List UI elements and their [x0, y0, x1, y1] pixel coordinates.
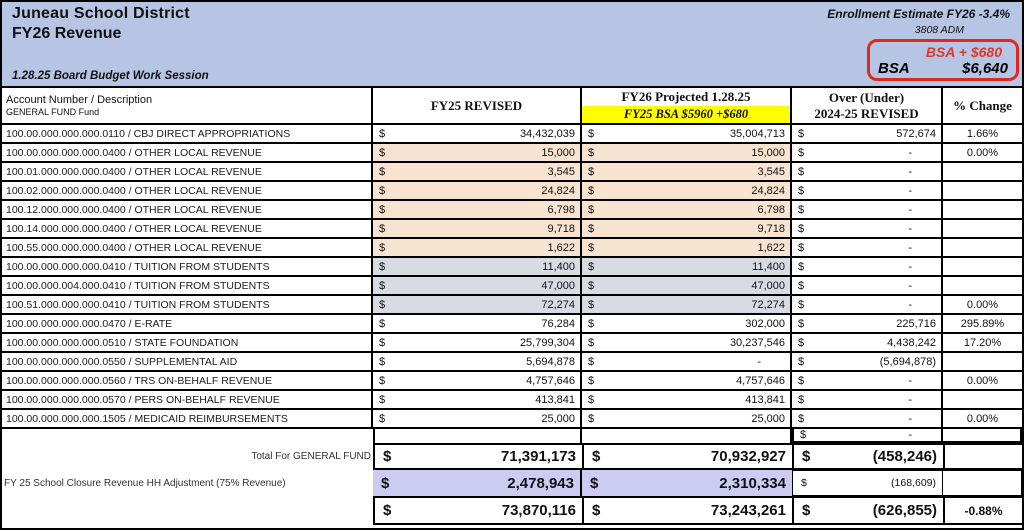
dollar-sign: $: [588, 203, 595, 216]
dollar-sign: $: [588, 165, 595, 178]
bsa-label: BSA: [878, 59, 910, 77]
fy26-cell: $ 302,000: [582, 315, 792, 332]
fy25-cell: $ 6,798: [373, 201, 582, 218]
dollar-sign: $: [798, 279, 805, 292]
fy25-cell: $ 15,000: [373, 144, 582, 161]
dollar-sign: $: [801, 477, 807, 489]
table-row: [2, 182, 1022, 201]
pct-change-cell: [943, 182, 1022, 199]
spacer-account-cell: [2, 429, 373, 443]
dollar-sign: $: [379, 393, 386, 406]
dollar-sign: $: [800, 429, 807, 441]
pct-change-cell: [943, 353, 1022, 370]
dollar-sign: $: [379, 298, 386, 311]
account-cell: 100.02.000.000.000.0400 / OTHER LOCAL REVENUE: [2, 182, 373, 199]
total-label: Total For GENERAL FUND: [251, 451, 371, 462]
pct-change-cell: [943, 258, 1022, 275]
over-under-cell: $ -: [792, 144, 943, 161]
over-under-cell: $ -: [792, 277, 943, 294]
account-cell: 100.00.000.000.000.1505 / MEDICAID REIMBURSEMENTS: [2, 410, 373, 427]
dollar-sign: $: [798, 165, 805, 178]
fy25-cell: $ 72,274: [373, 296, 582, 313]
account-header-line2: GENERAL FUND Fund: [6, 106, 100, 117]
grand-total-over-cell: $ (626,855): [792, 496, 943, 525]
table-row: [2, 163, 1022, 182]
dollar-sign: $: [379, 184, 386, 197]
table-row: [2, 410, 1022, 429]
bsa-increase: BSA + $680: [925, 43, 1002, 60]
dollar-sign: $: [379, 355, 386, 368]
fy26-header-highlight: FY25 BSA $5960 +$680: [582, 106, 790, 123]
pct-change-cell: 0.00%: [966, 412, 999, 425]
fy26-cell: $ 3,545: [582, 163, 792, 180]
bsa-amount-row: [878, 60, 1008, 77]
over-under-cell: $ -: [792, 372, 943, 389]
fy26-cell: $ 30,237,546: [582, 334, 792, 351]
table-row: [2, 239, 1022, 258]
dollar-sign: $: [588, 336, 595, 349]
pct-change-cell: [943, 239, 1022, 256]
fy25-cell: $ 76,284: [373, 315, 582, 332]
over-under-cell: $ -: [792, 258, 943, 275]
pct-change-cell: [943, 220, 1022, 237]
over-under-cell: $ -: [792, 391, 943, 408]
bsa-callout-box: [867, 39, 1019, 81]
account-cell: 100.12.000.000.000.0400 / OTHER LOCAL REVENUE: [2, 201, 373, 218]
adjustment-fy26-cell: $ 2,310,334: [582, 470, 792, 496]
fy26-cell: $ 11,400: [582, 258, 792, 275]
table-row: [2, 277, 1022, 296]
dollar-sign: $: [383, 502, 392, 519]
adm-count: 3808 ADM: [914, 24, 964, 36]
fy25-cell: $ 25,799,304: [373, 334, 582, 351]
fy26-cell: $ -: [582, 353, 792, 370]
grand-total-label: [2, 496, 373, 525]
dollar-sign: $: [592, 448, 601, 465]
dollar-sign: $: [588, 279, 595, 292]
fy26-cell: $ 1,622: [582, 239, 792, 256]
dollar-sign: $: [588, 412, 595, 425]
adjustment-label: FY 25 School Closure Revenue HH Adjustment (75% Revenue): [4, 477, 286, 489]
pct-change-cell: 17.20%: [963, 336, 1002, 349]
over-under-cell: $ -: [792, 201, 943, 218]
pct-change-cell: [943, 277, 1022, 294]
dollar-sign: $: [798, 222, 805, 235]
account-header-line1: Account Number / Description: [6, 94, 153, 106]
dollar-sign: $: [798, 336, 805, 349]
fy25-cell: $ 47,000: [373, 277, 582, 294]
fy26-cell: $ 413,841: [582, 391, 792, 408]
account-cell: 100.51.000.000.000.0410 / TUITION FROM STUDENTS: [2, 296, 373, 313]
fy26-cell: $ 35,004,713: [582, 125, 792, 142]
dollar-sign: $: [798, 374, 805, 387]
table-row: [2, 220, 1022, 239]
dollar-sign: $: [379, 317, 386, 330]
over-under-cell: $ -: [792, 220, 943, 237]
over-under-cell: $ 4,438,242: [792, 334, 943, 351]
dollar-sign: $: [379, 165, 386, 178]
dollar-sign: $: [798, 184, 805, 197]
pct-change-cell: 0.00%: [966, 146, 999, 159]
adjustment-fy25-cell: $ 2,478,943: [373, 470, 582, 496]
dollar-sign: $: [588, 260, 595, 273]
table-row: [2, 125, 1022, 144]
grand-total-row: [2, 496, 1022, 525]
table-row: [2, 391, 1022, 410]
fy26-cell: $ 24,824: [582, 182, 792, 199]
total-row: [2, 443, 1022, 470]
fy26-column-header: [582, 88, 792, 123]
over-under-cell: $ -: [792, 296, 943, 313]
over-under-cell: $ -: [792, 239, 943, 256]
total-over-cell: $ (458,246): [792, 443, 943, 470]
dollar-sign: $: [590, 474, 599, 492]
account-cell: 100.00.000.000.000.0560 / TRS ON-BEHALF REVENUE: [2, 372, 373, 389]
dollar-sign: $: [383, 448, 392, 465]
spacer-fy26-cell: [582, 429, 792, 443]
pct-change-column-header: % Change: [953, 97, 1012, 113]
account-cell: 100.00.000.004.000.0410 / TUITION FROM STUDENTS: [2, 277, 373, 294]
account-cell: 100.00.000.000.000.0550 / SUPPLEMENTAL AID: [2, 353, 373, 370]
district-title: Juneau School District: [12, 5, 190, 22]
dollar-sign: $: [798, 127, 805, 140]
account-cell: 100.01.000.000.000.0400 / OTHER LOCAL REVENUE: [2, 163, 373, 180]
table-header-row: [2, 88, 1022, 125]
dollar-sign: $: [798, 203, 805, 216]
table-row: [2, 144, 1022, 163]
table-row: [2, 315, 1022, 334]
dollar-sign: $: [798, 146, 805, 159]
fy25-cell: $ 24,824: [373, 182, 582, 199]
over-under-column-header: [792, 88, 943, 123]
spacer-over-cell: $ -: [792, 429, 943, 443]
total-fy25-cell: $ 71,391,173: [373, 443, 582, 470]
account-column-header: [2, 88, 373, 123]
table-row: [2, 372, 1022, 391]
grand-total-fy26-cell: $ 73,243,261: [582, 496, 792, 525]
dollar-sign: $: [588, 127, 595, 140]
dollar-sign: $: [802, 502, 811, 519]
spacer-fy25-cell: [373, 429, 582, 443]
fy25-cell: $ 4,757,646: [373, 372, 582, 389]
dollar-sign: $: [588, 184, 595, 197]
dollar-sign: $: [798, 317, 805, 330]
session-subtitle: 1.28.25 Board Budget Work Session: [12, 70, 209, 82]
dollar-sign: $: [588, 393, 595, 406]
adjustment-over-cell: $ (168,609): [792, 470, 943, 496]
dollar-sign: $: [588, 298, 595, 311]
dollar-sign: $: [379, 374, 386, 387]
dollar-sign: $: [798, 260, 805, 273]
dollar-sign: $: [588, 241, 595, 254]
fy25-cell: $ 34,432,039: [373, 125, 582, 142]
spacer-pct-cell: [943, 429, 1022, 443]
total-fy26-cell: $ 70,932,927: [582, 443, 792, 470]
account-cell: 100.55.000.000.000.0400 / OTHER LOCAL REVENUE: [2, 239, 373, 256]
fy25-cell: $ 11,400: [373, 258, 582, 275]
total-pct-cell: [943, 443, 1022, 470]
fy25-column-header: FY25 REVISED: [373, 88, 582, 123]
dollar-sign: $: [588, 374, 595, 387]
fy25-cell: $ 3,545: [373, 163, 582, 180]
bsa-value: $6,640: [962, 59, 1008, 77]
dollar-sign: $: [798, 241, 805, 254]
table-row: [2, 201, 1022, 220]
over-under-cell: $ 225,716: [792, 315, 943, 332]
dollar-sign: $: [588, 355, 595, 368]
fy26-header-title: FY26 Projected 1.28.25: [621, 88, 751, 104]
over-under-cell: $ -: [792, 163, 943, 180]
dollar-sign: $: [592, 502, 601, 519]
account-cell: 100.14.000.000.000.0400 / OTHER LOCAL REVENUE: [2, 220, 373, 237]
dollar-sign: $: [379, 127, 386, 140]
account-cell: 100.00.000.000.000.0110 / CBJ DIRECT APPROPRIATIONS: [2, 125, 373, 142]
dollar-sign: $: [379, 203, 386, 216]
dollar-sign: $: [798, 355, 805, 368]
fy25-cell: $ 5,694,878: [373, 353, 582, 370]
table-row: [2, 353, 1022, 372]
dollar-sign: $: [798, 298, 805, 311]
fy26-cell: $ 9,718: [582, 220, 792, 237]
dollar-sign: $: [798, 393, 805, 406]
pct-change-cell: [943, 391, 1022, 408]
account-cell: 100.00.000.000.000.0410 / TUITION FROM STUDENTS: [2, 258, 373, 275]
pct-change-cell: 0.00%: [966, 374, 999, 387]
fy25-cell: $ 413,841: [373, 391, 582, 408]
pct-change-cell: [943, 163, 1022, 180]
dollar-sign: $: [379, 412, 386, 425]
pct-change-cell: 0.00%: [966, 298, 999, 311]
adjustment-row: [2, 470, 1022, 496]
table-row: [2, 258, 1022, 277]
table-body: [2, 125, 1022, 429]
fy26-cell: $ 6,798: [582, 201, 792, 218]
table-row: [2, 296, 1022, 315]
dollar-sign: $: [379, 279, 386, 292]
account-cell: 100.00.000.000.000.0510 / STATE FOUNDATION: [2, 334, 373, 351]
grand-total-pct-cell: -0.88%: [943, 496, 1022, 525]
adjustment-pct-cell: [943, 470, 1022, 496]
dollar-sign: $: [588, 146, 595, 159]
over-under-cell: $ -: [792, 410, 943, 427]
dollar-sign: $: [588, 222, 595, 235]
fy26-cell: $ 47,000: [582, 277, 792, 294]
fy26-cell: $ 15,000: [582, 144, 792, 161]
fy25-cell: $ 9,718: [373, 220, 582, 237]
table-row: [2, 334, 1022, 353]
over-under-cell: $ 572,674: [792, 125, 943, 142]
header-band: [2, 2, 1022, 88]
pct-change-cell: 1.66%: [966, 127, 999, 140]
pct-change-cell: [943, 201, 1022, 218]
over-header-line2: 2024-25 REVISED: [814, 105, 919, 121]
over-header-line1: Over (Under): [828, 89, 905, 105]
fy26-cell: $ 4,757,646: [582, 372, 792, 389]
dollar-sign: $: [379, 146, 386, 159]
dollar-sign: $: [802, 448, 811, 465]
over-under-cell: $ (5,694,878): [792, 353, 943, 370]
dollar-sign: $: [379, 260, 386, 273]
dollar-sign: $: [588, 317, 595, 330]
fy26-cell: $ 72,274: [582, 296, 792, 313]
fy25-cell: $ 1,622: [373, 239, 582, 256]
account-cell: 100.00.000.000.000.0570 / PERS ON-BEHALF REVENUE: [2, 391, 373, 408]
dollar-sign: $: [798, 412, 805, 425]
dollar-sign: $: [379, 222, 386, 235]
spacer-row: [2, 429, 1022, 443]
enrollment-estimate: Enrollment Estimate FY26 -3.4%: [827, 7, 1010, 21]
account-cell: 100.00.000.000.000.0400 / OTHER LOCAL REVENUE: [2, 144, 373, 161]
dollar-sign: $: [381, 474, 390, 492]
fy26-cell: $ 25,000: [582, 410, 792, 427]
pct-change-cell: 295.89%: [960, 317, 1005, 330]
fy25-cell: $ 25,000: [373, 410, 582, 427]
report-title: FY26 Revenue: [12, 25, 122, 42]
account-cell: 100.00.000.000.000.0470 / E-RATE: [2, 315, 373, 332]
dollar-sign: $: [379, 241, 386, 254]
grand-total-fy25-cell: $ 73,870,116: [373, 496, 582, 525]
over-under-cell: $ -: [792, 182, 943, 199]
dollar-sign: $: [379, 336, 386, 349]
